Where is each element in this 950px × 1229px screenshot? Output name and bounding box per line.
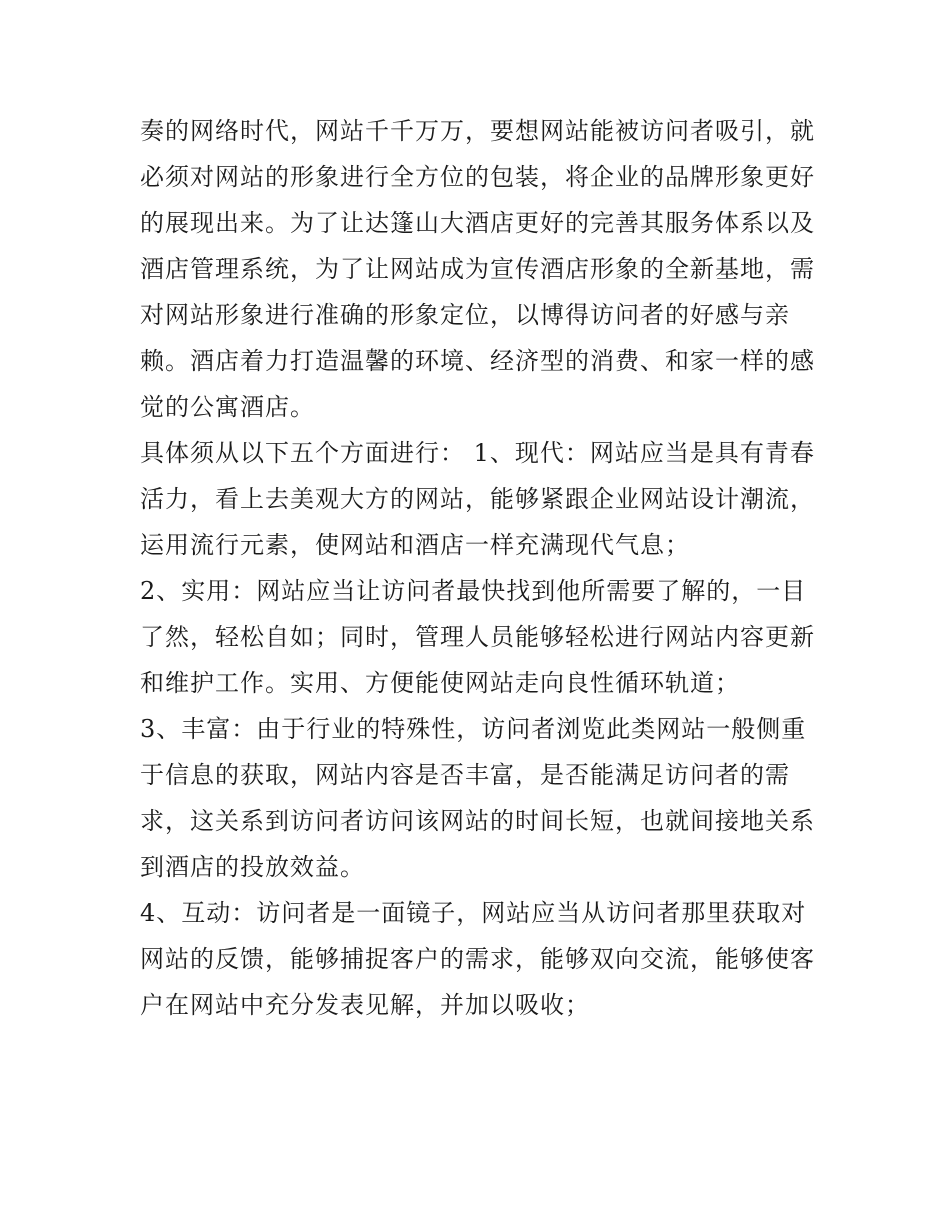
text-line: 了然，轻松自如；同时，管理人员能够轻松进行网站内容更新 — [140, 623, 815, 651]
text-line: 酒店管理系统，为了让网站成为宣传酒店形象的全新基地，需 — [140, 255, 815, 283]
text-line: 必须对网站的形象进行全方位的包装，将企业的品牌形象更好 — [140, 163, 815, 191]
text-line: 和维护工作。实用、方便能使网站走向良性循环轨道； — [140, 669, 740, 697]
text-line: 奏的网络时代，网站千千万万，要想网站能被访问者吸引，就 — [140, 117, 815, 145]
text-line: 网站的反馈，能够捕捉客户的需求，能够双向交流，能够使客 — [140, 945, 815, 973]
body-text — [140, 108, 820, 1028]
text-line: 4、互动：访问者是一面镜子，网站应当从访问者那里获取对 — [140, 899, 807, 927]
text-line: 具体须从以下五个方面进行： 1、现代：网站应当是具有青春 — [140, 439, 815, 467]
text-line: 赖。酒店着力打造温馨的环境、经济型的消费、和家一样的感 — [140, 347, 815, 375]
text-line: 求，这关系到访问者访问该网站的时间长短，也就间接地关系 — [140, 807, 815, 835]
text-line: 到酒店的投放效益。 — [140, 853, 365, 881]
text-line: 的展现出来。为了让达篷山大酒店更好的完善其服务体系以及 — [140, 209, 815, 237]
text-line: 对网站形象进行准确的形象定位，以博得访问者的好感与亲 — [140, 301, 790, 329]
text-line: 活力，看上去美观大方的网站，能够紧跟企业网站设计潮流， — [140, 485, 815, 513]
text-line: 3、丰富：由于行业的特殊性，访问者浏览此类网站一般侧重 — [140, 715, 807, 743]
text-line: 觉的公寓酒店。 — [140, 393, 315, 421]
text-line: 运用流行元素，使网站和酒店一样充满现代气息； — [140, 531, 690, 559]
text-line: 户在网站中充分发表见解，并加以吸收； — [140, 991, 590, 1019]
text-line: 2、实用：网站应当让访问者最快找到他所需要了解的，一目 — [140, 577, 807, 605]
text-line: 于信息的获取，网站内容是否丰富，是否能满足访问者的需 — [140, 761, 790, 789]
